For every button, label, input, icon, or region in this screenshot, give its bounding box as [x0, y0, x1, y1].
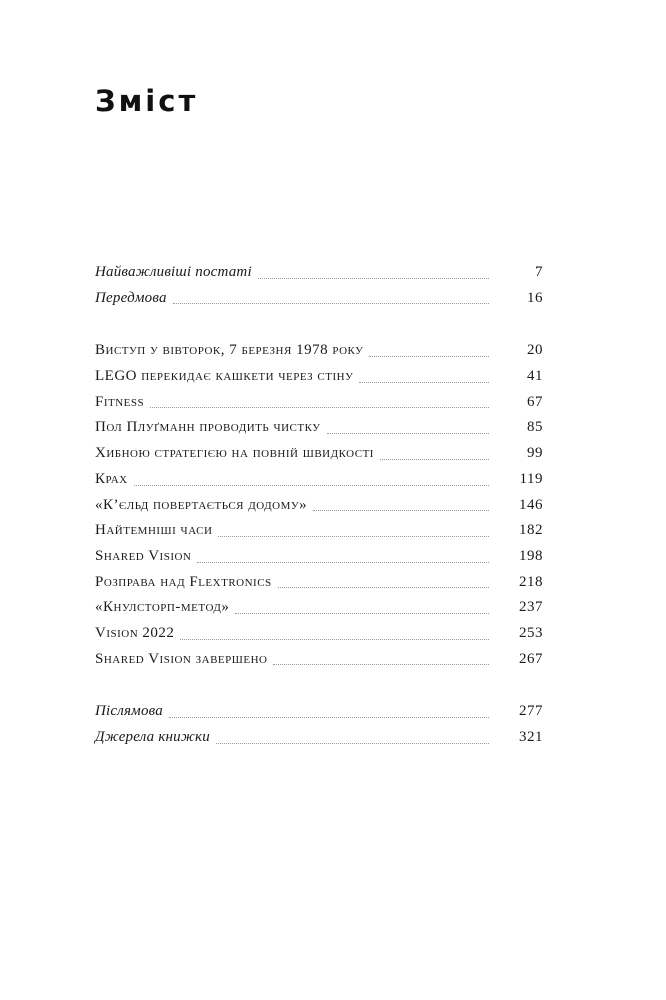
toc-entry[interactable] — [95, 342, 543, 368]
toc-entry-title: Джерела книжки — [95, 729, 210, 745]
dot-leader — [150, 407, 489, 408]
toc-entry[interactable] — [95, 703, 543, 729]
toc-entry[interactable] — [95, 729, 543, 755]
toc-entry-title: Хибною стратегією на повній швидкості — [95, 445, 374, 462]
toc-entry[interactable] — [95, 368, 543, 394]
toc-entry-page: 237 — [519, 599, 543, 616]
dot-leader — [197, 562, 489, 563]
toc-entry[interactable] — [95, 599, 543, 625]
dot-leader — [173, 303, 489, 304]
toc-entry-title: Shared Vision завершено — [95, 650, 268, 667]
toc-entry-title: Виступ у вівторок, 7 березня 1978 року — [95, 342, 364, 359]
toc-entry-page: 20 — [527, 342, 543, 359]
toc-entry[interactable] — [95, 574, 543, 600]
dot-leader — [313, 510, 489, 511]
toc-entry[interactable] — [95, 625, 543, 651]
toc-entry-title: LEGO перекидає кашкети через стіну — [95, 368, 354, 385]
toc-entry-page: 67 — [527, 393, 543, 410]
toc-entry-title: Fitness — [95, 393, 145, 410]
toc-entry-page: 41 — [527, 368, 543, 385]
toc-entry-page: 267 — [519, 650, 543, 667]
toc-entry-page: 321 — [519, 729, 543, 745]
dot-leader — [180, 639, 489, 640]
dot-leader — [327, 433, 490, 434]
toc-entry-page: 85 — [527, 419, 543, 436]
toc-entry-title: Найтемніші часи — [95, 522, 213, 539]
toc-entry[interactable] — [95, 290, 543, 316]
toc-entry-page: 198 — [519, 547, 543, 564]
dot-leader — [258, 278, 489, 279]
toc-group-chapters — [95, 342, 543, 676]
toc-entry-title: Vision 2022 — [95, 624, 175, 641]
toc-entry[interactable] — [95, 394, 543, 420]
toc-entry-title: «К’єльд повертається додому» — [95, 496, 308, 513]
toc-entry-page: 7 — [535, 264, 543, 280]
toc-entry[interactable] — [95, 651, 543, 677]
dot-leader — [235, 613, 489, 614]
toc-entry-title: «Кнулсторп-метод» — [95, 599, 230, 616]
toc-entry[interactable] — [95, 445, 543, 471]
toc-entry-page: 182 — [519, 522, 543, 539]
page-title: Зміст — [95, 84, 199, 118]
dot-leader — [216, 743, 489, 744]
dot-leader — [134, 485, 489, 486]
toc-entry[interactable] — [95, 471, 543, 497]
dot-leader — [380, 459, 489, 460]
dot-leader — [278, 587, 489, 588]
dot-leader — [369, 356, 489, 357]
toc-group-front-matter — [95, 264, 543, 315]
toc-entry-title: Найважливіші постаті — [95, 264, 252, 280]
toc-entry-page: 16 — [527, 289, 543, 306]
toc-entry-title: Пол Плуґманн проводить чистку — [95, 419, 321, 436]
dot-leader — [169, 717, 489, 718]
toc-entry-page: 99 — [527, 445, 543, 462]
toc-entry[interactable] — [95, 548, 543, 574]
toc-entry-page: 277 — [519, 703, 543, 720]
toc-entry[interactable] — [95, 497, 543, 523]
toc-entry-page: 146 — [519, 496, 543, 513]
toc-entry-title: Передмова — [95, 289, 167, 306]
toc-group-back-matter — [95, 703, 543, 754]
toc-entry-title: Крах — [95, 470, 128, 487]
toc-entry-page: 253 — [519, 624, 543, 641]
toc-entry-title: Shared Vision — [95, 547, 192, 564]
toc-entry[interactable] — [95, 522, 543, 548]
toc-entry[interactable] — [95, 419, 543, 445]
dot-leader — [359, 382, 489, 383]
dot-leader — [218, 536, 489, 537]
toc-entry-page: 218 — [519, 573, 543, 590]
toc-entry[interactable] — [95, 264, 543, 290]
toc-entry-title: Післямова — [95, 703, 163, 720]
toc-entry-page: 119 — [519, 470, 543, 487]
toc-entry-title: Розправа над Flextronics — [95, 573, 272, 590]
dot-leader — [273, 664, 489, 665]
table-of-contents — [95, 264, 543, 755]
